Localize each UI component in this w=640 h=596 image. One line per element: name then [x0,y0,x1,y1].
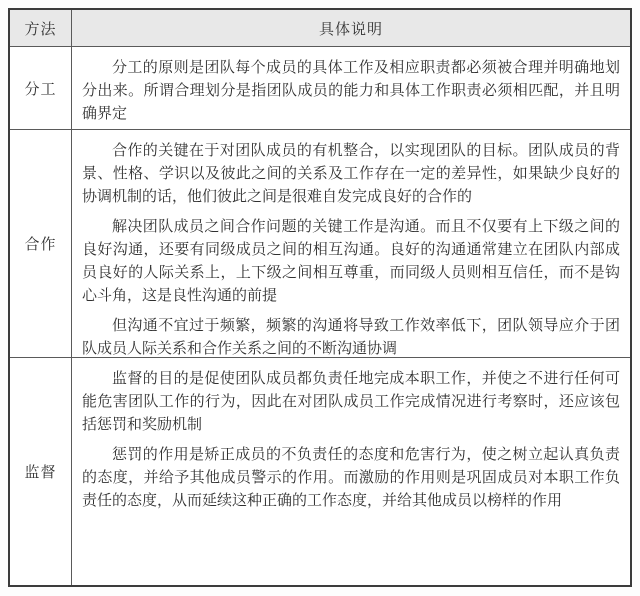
table-row-description-division [71,46,630,129]
column-header-method-label: 方法 [24,21,57,38]
table-row-description-supervision [71,357,630,585]
description-paragraph: 但沟通不宜过于频繁，频繁的沟通将导致工作效率低下，团队领导应介于团队成员人际关系和合作关系之间的不断沟通协调 [82,318,620,357]
table-row-method-division [10,46,71,129]
table-row-description-cooperation [71,129,630,357]
description-paragraph: 分工的原则是团队每个成员的具体工作及相应职责都必须被合理并明确地划分出来。所谓合理划分是指团队成员的能力和具体工作职责必须相匹配，并且明确界定 [82,60,620,122]
method-label: 合作 [24,237,57,253]
description-paragraph: 监督的目的是促使团队成员都负责任地完成本职工作，并使之不进行任何可能危害团队工作的行为，因此在对团队成员工作完成情况进行考察时，还应该包括惩罚和奖励机制 [82,371,620,433]
column-header-description [71,10,630,46]
methods-table [8,8,632,587]
table-row-method-supervision [10,357,71,585]
description-paragraph: 解决团队成员之间合作问题的关键工作是沟通。而且不仅要有上下级之间的良好沟通，还要有同级成员之间的相互沟通。良好的沟通通常建立在团队内部成员良好的人际关系上，上下级之间相互尊重，而同级人员则相互信任，而不是钩心斗角，这是良性沟通的前提 [82,219,620,304]
table-row-method-cooperation [10,129,71,357]
description-paragraph: 合作的关键在于对团队成员的有机整合，以实现团队的目标。团队成员的背景、性格、学识以及彼此之间的关系及工作存在一定的差异性，如果缺少良好的协调机制的话，他们彼此之间是很难自发完成良好的合作的 [82,143,620,205]
description-paragraph: 惩罚的作用是矫正成员的不负责任的态度和危害行为，使之树立起认真负责的态度，并给予其他成员警示的作用。而激励的作用则是巩固成员对本职工作负责任的态度，从而延续这种正确的工作态度，并给其他成员以榜样的作用 [82,447,620,509]
method-label: 分工 [24,81,57,98]
method-label: 监督 [24,465,57,481]
column-header-description-label: 具体说明 [318,21,383,38]
column-header-method [10,10,71,46]
